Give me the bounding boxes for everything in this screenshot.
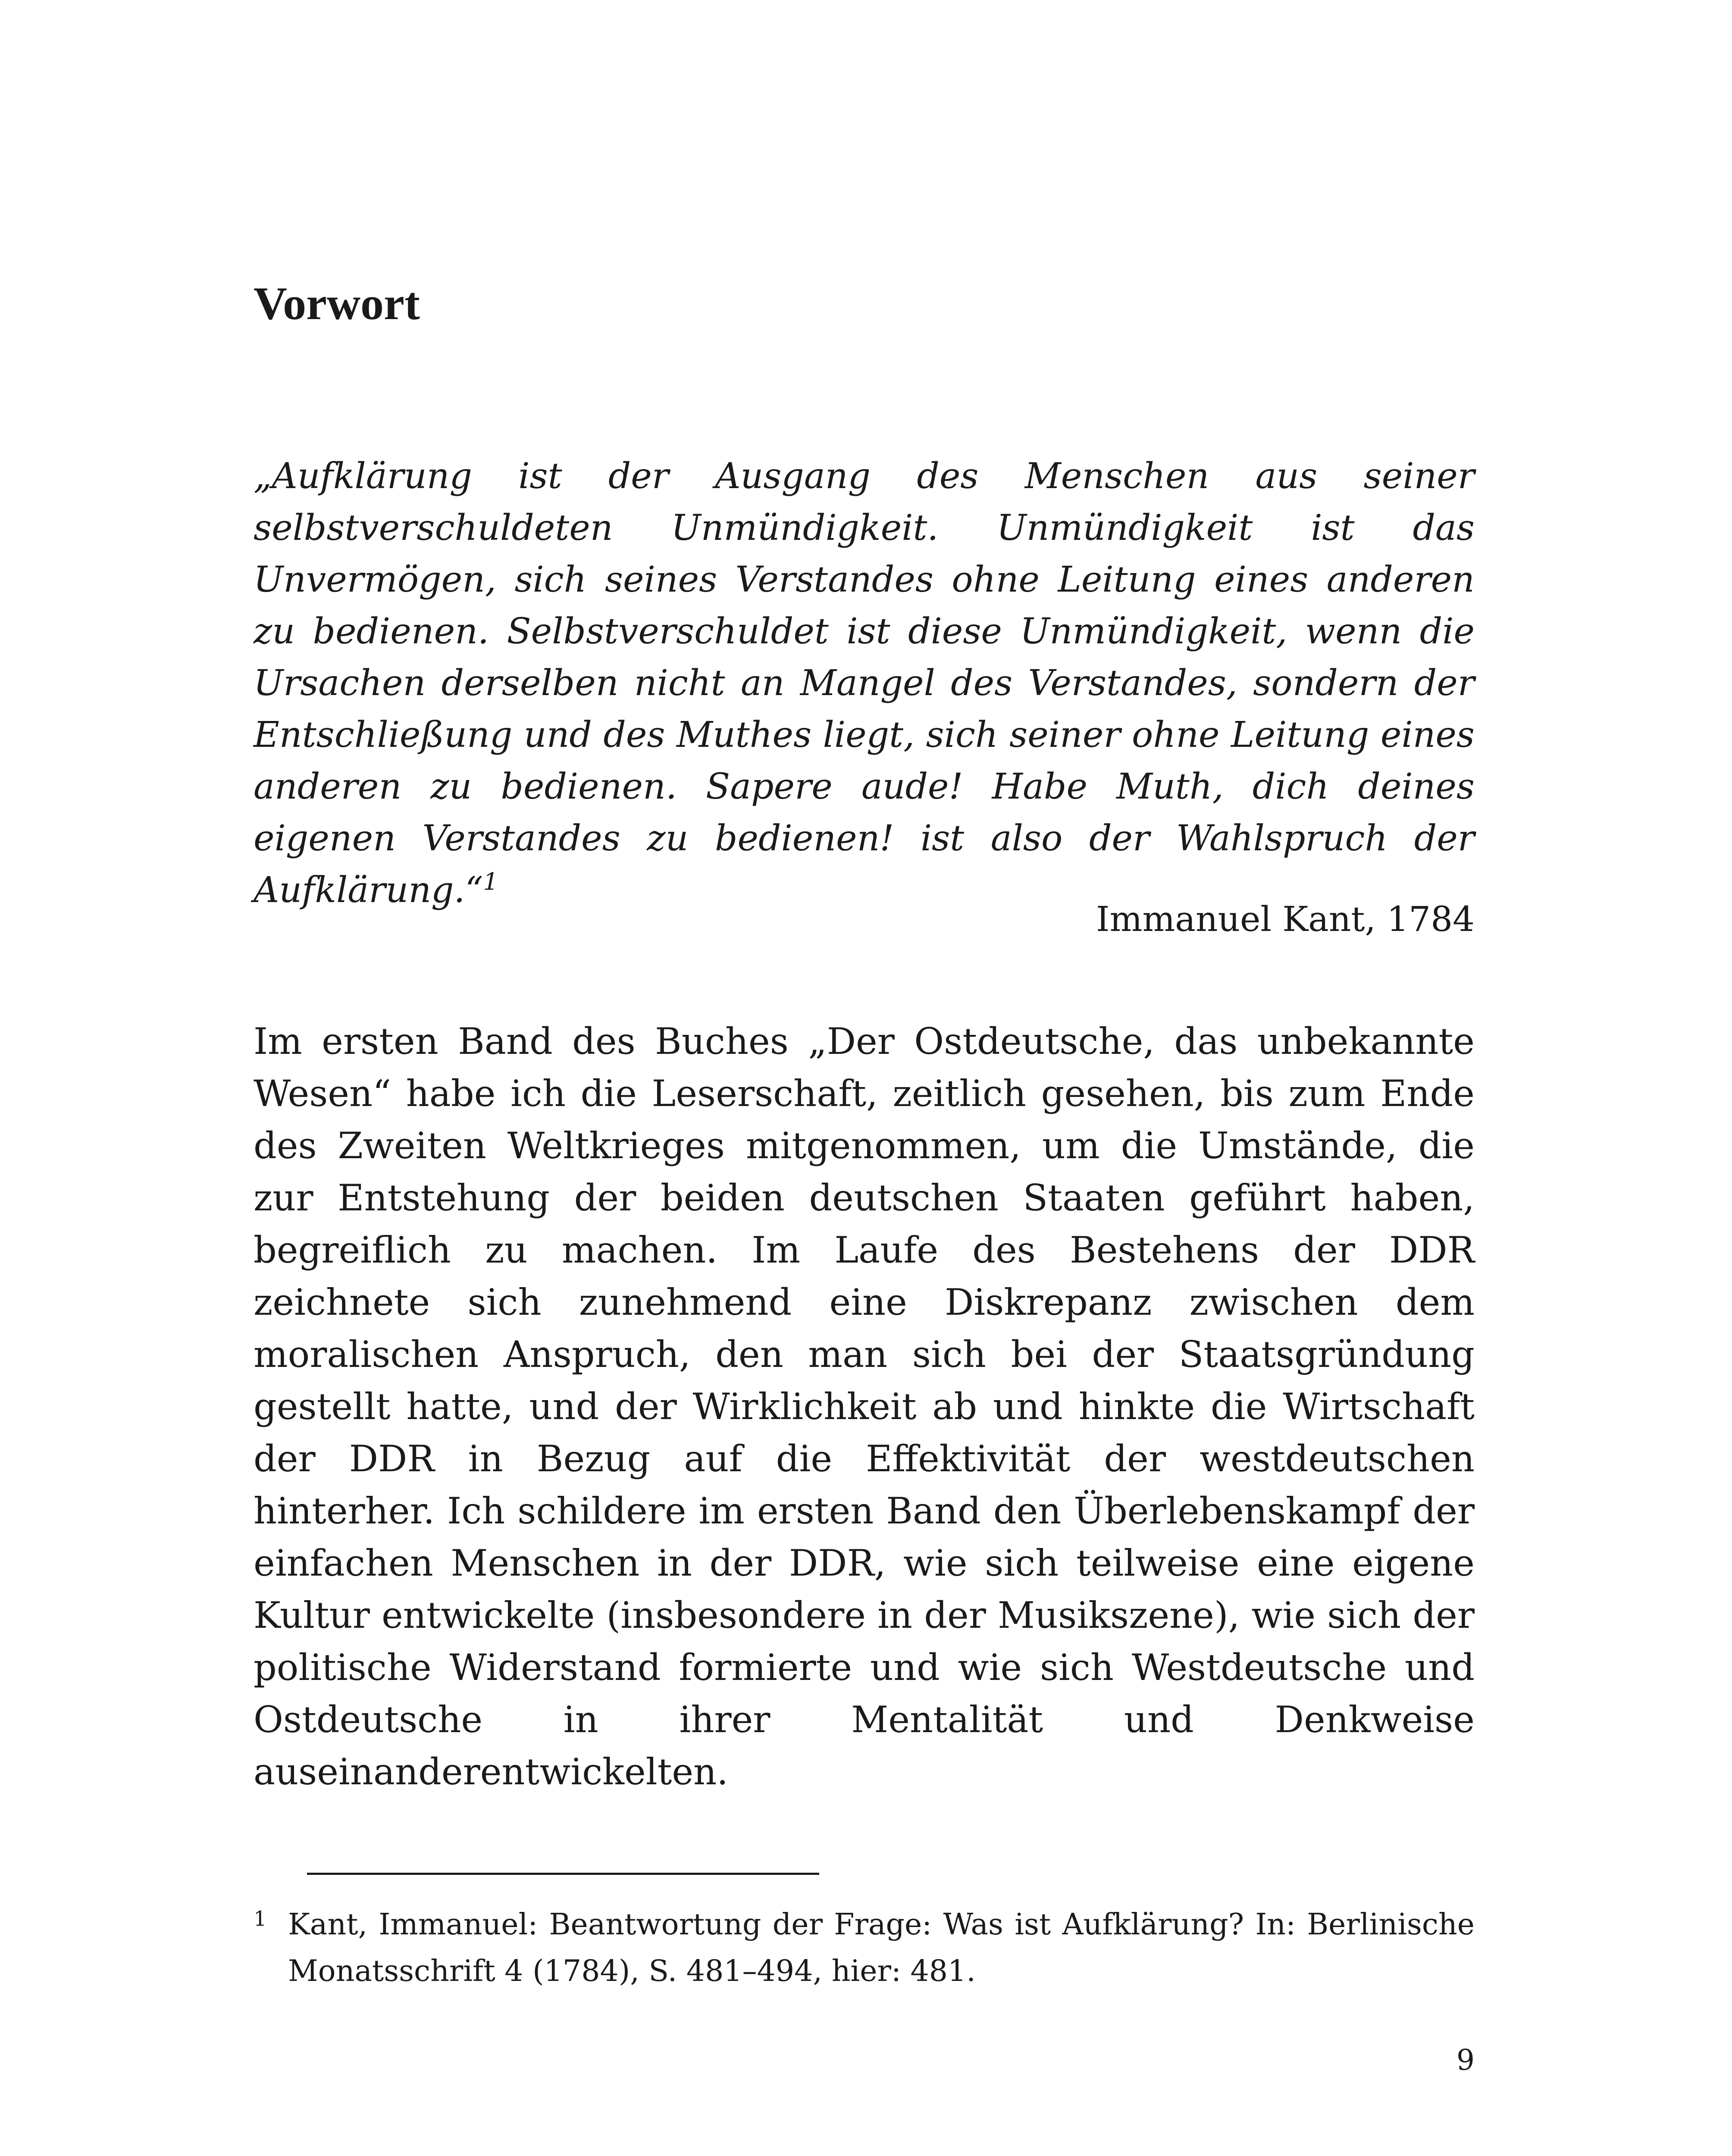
kant-epigraph [254, 451, 1475, 916]
page-number: 9 [1456, 2043, 1475, 2077]
footnote-reference: 1 [483, 868, 498, 896]
body-paragraph: Im ersten Band des Buches „Der Ostdeutsche, das unbekannte Wesen“ habe ich die Leserschaft, zeitlich gesehen, bis zum Ende des Zweiten Weltkrieges mitgenommen, um die Umstände, die zur Entstehung der beiden deutschen Staaten geführt haben, begreiflich zu machen. Im Laufe des Bestehens der DDR zeichnete sich zunehmend eine Diskrepanz zwischen dem moralischen Anspruch, den man sich bei der Staatsgründung gestellt hatte, und der Wirklichkeit ab und hinkte die Wirtschaft der DDR in Bezug auf die Effektivität der westdeutschen hinterher. Ich schildere im ersten Band den Überlebenskampf der einfachen Menschen in der DDR, wie sich teilweise eine eigene Kultur entwickelte (insbesondere in der Musikszene), wie sich der politische Widerstand formierte und wie sich Westdeutsche und Ostdeutsche in ihrer Mentalität und Denkweise auseinanderentwickelten. [254, 1020, 1475, 1793]
footnote [254, 1902, 1475, 1995]
epigraph-attribution: Immanuel Kant, 1784 [1096, 899, 1475, 939]
footnote-separator [307, 1873, 819, 1875]
footnote-number: 1 [254, 1907, 267, 1931]
chapter-heading: Vorwort [254, 278, 420, 329]
epigraph-text: „Aufklärung ist der Ausgang des Menschen aus seiner selbstverschuldeten Unmündigkeit. Unmündigkeit ist das Unvermögen, sich seines Verstandes ohne Leitung eines anderen zu bedienen. Selbstverschuldet ist diese Unmündigkeit, wenn die Ursachen derselben nicht an Mangel des Verstandes, sondern der Entschließung und des Muthes liegt, sich seiner ohne Leitung eines anderen zu bedienen. Sapere aude! Habe Muth, dich deines eigenen Verstandes zu bedienen! ist also der Wahlspruch der Aufklärung.“ [254, 456, 1475, 911]
footnote-text: Kant, Immanuel: Beantwortung der Frage: Was ist Aufklärung? In: Berlinische Monatsschrift 4 (1784), S. 481–494, hier: 481. [288, 1908, 1475, 1988]
